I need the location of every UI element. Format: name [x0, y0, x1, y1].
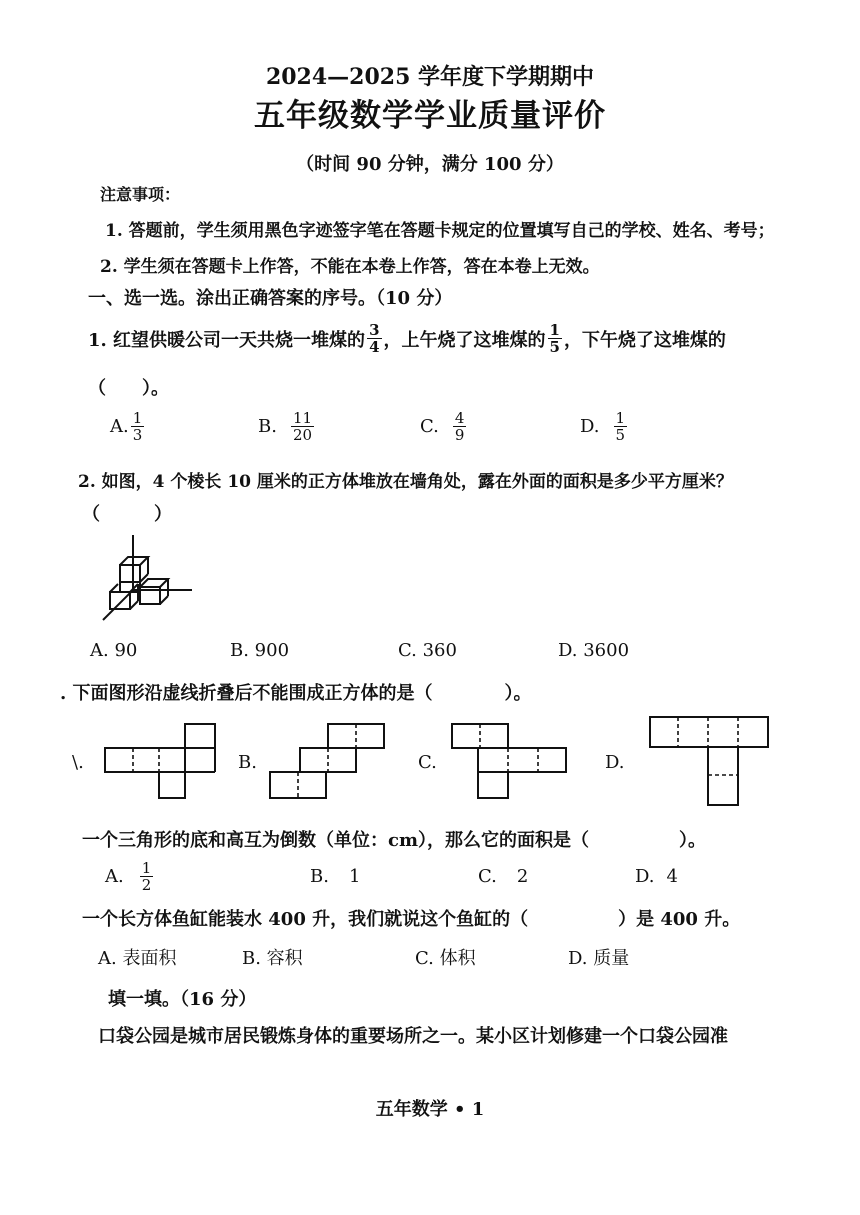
q2-option-a: A. 90 [90, 640, 138, 661]
q2-option-c: C. 360 [398, 640, 457, 661]
page-footer: 五年数学 • 1 [375, 1099, 485, 1120]
note-item-1: 1. 答题前，学生须用黑色字迹签字笔在答题卡规定的位置填写自己的学校、姓名、考号； [105, 221, 775, 241]
time-info: （时间 90 分钟，满分 100 分） [296, 154, 564, 175]
exam-title: 五年级数学学业质量评价 [254, 98, 606, 134]
q1-answer-blank: （ ）。 [88, 378, 169, 399]
q4-option-d: D. 4 [635, 866, 678, 887]
q5-option-b: B. 容积 [242, 948, 303, 969]
q5-option-a: A. 表面积 [98, 948, 177, 969]
note-item-2: 2. 学生须在答题卡上作答，不能在本卷上作答，答在本卷上无效。 [100, 257, 600, 277]
q2-answer-blank: （ ） [82, 504, 172, 525]
q1-fraction-2: $\frac{1}{5}$ [549, 321, 560, 356]
q1-part3: ，下午烧了这堆煤的 [563, 329, 726, 351]
section2-heading: 填一填。（16 分） [108, 989, 257, 1010]
q3-label-d: D. [605, 752, 625, 773]
q5-text: 一个长方体鱼缸能装水 400 升，我们就说这个鱼缸的（ ）是 400 升。 [82, 909, 741, 930]
section1-heading: 一、选一选。涂出正确答案的序号。（10 分） [88, 288, 453, 309]
q1-option-c: C. $\frac{4}{9}$ [420, 409, 465, 444]
q4-option-b: B. 1 [310, 866, 361, 887]
q1-fraction-1: $\frac{3}{4}$ [369, 321, 380, 356]
q1-option-b: B. $\frac{11}{20}$ [258, 409, 313, 444]
notes-heading: 注意事项： [100, 185, 181, 204]
q1-option-d: D. $\frac{1}{5}$ [580, 409, 626, 444]
q3-label-c: C. [418, 752, 437, 773]
q2-option-b: B. 900 [230, 640, 290, 661]
q5-option-c: C. 体积 [415, 948, 476, 969]
q1-option-a: A. $\frac{1}{3}$ [110, 409, 143, 444]
q2-stacked-cubes-figure [100, 535, 195, 625]
q3-net-b [270, 722, 386, 802]
q5-option-d: D. 质量 [568, 948, 630, 969]
q4-option-a: A. $\frac{1}{2}$ [105, 859, 152, 894]
q3-net-c [450, 722, 568, 802]
q3-label-a: \. [72, 752, 84, 773]
q3-net-a [105, 722, 217, 802]
q1-text [88, 322, 726, 355]
q2-text: 2. 如图，4 个棱长 10 厘米的正方体堆放在墙角处，露在外面的面积是多少平方厘米？ [78, 472, 733, 492]
q1-part1: 1. 红望供暖公司一天共烧一堆煤的 [88, 329, 366, 351]
q3-net-d [648, 715, 770, 809]
q2-option-d: D. 3600 [558, 640, 630, 661]
q4-option-c: C. 2 [478, 866, 529, 887]
q4-text: 一个三角形的底和高互为倒数（单位：cm），那么它的面积是（ ）。 [82, 830, 707, 851]
exam-term: 2024—2025 学年度下学期期中 [265, 64, 595, 90]
q1-part2: ，上午烧了这堆煤的 [383, 329, 546, 351]
q3-label-b: B. [238, 752, 257, 773]
section2-intro: 口袋公园是城市居民锻炼身体的重要场所之一。某小区计划修建一个口袋公园准 [98, 1026, 728, 1047]
q3-text: . 下面图形沿虚线折叠后不能围成正方体的是（ ）。 [60, 683, 532, 704]
